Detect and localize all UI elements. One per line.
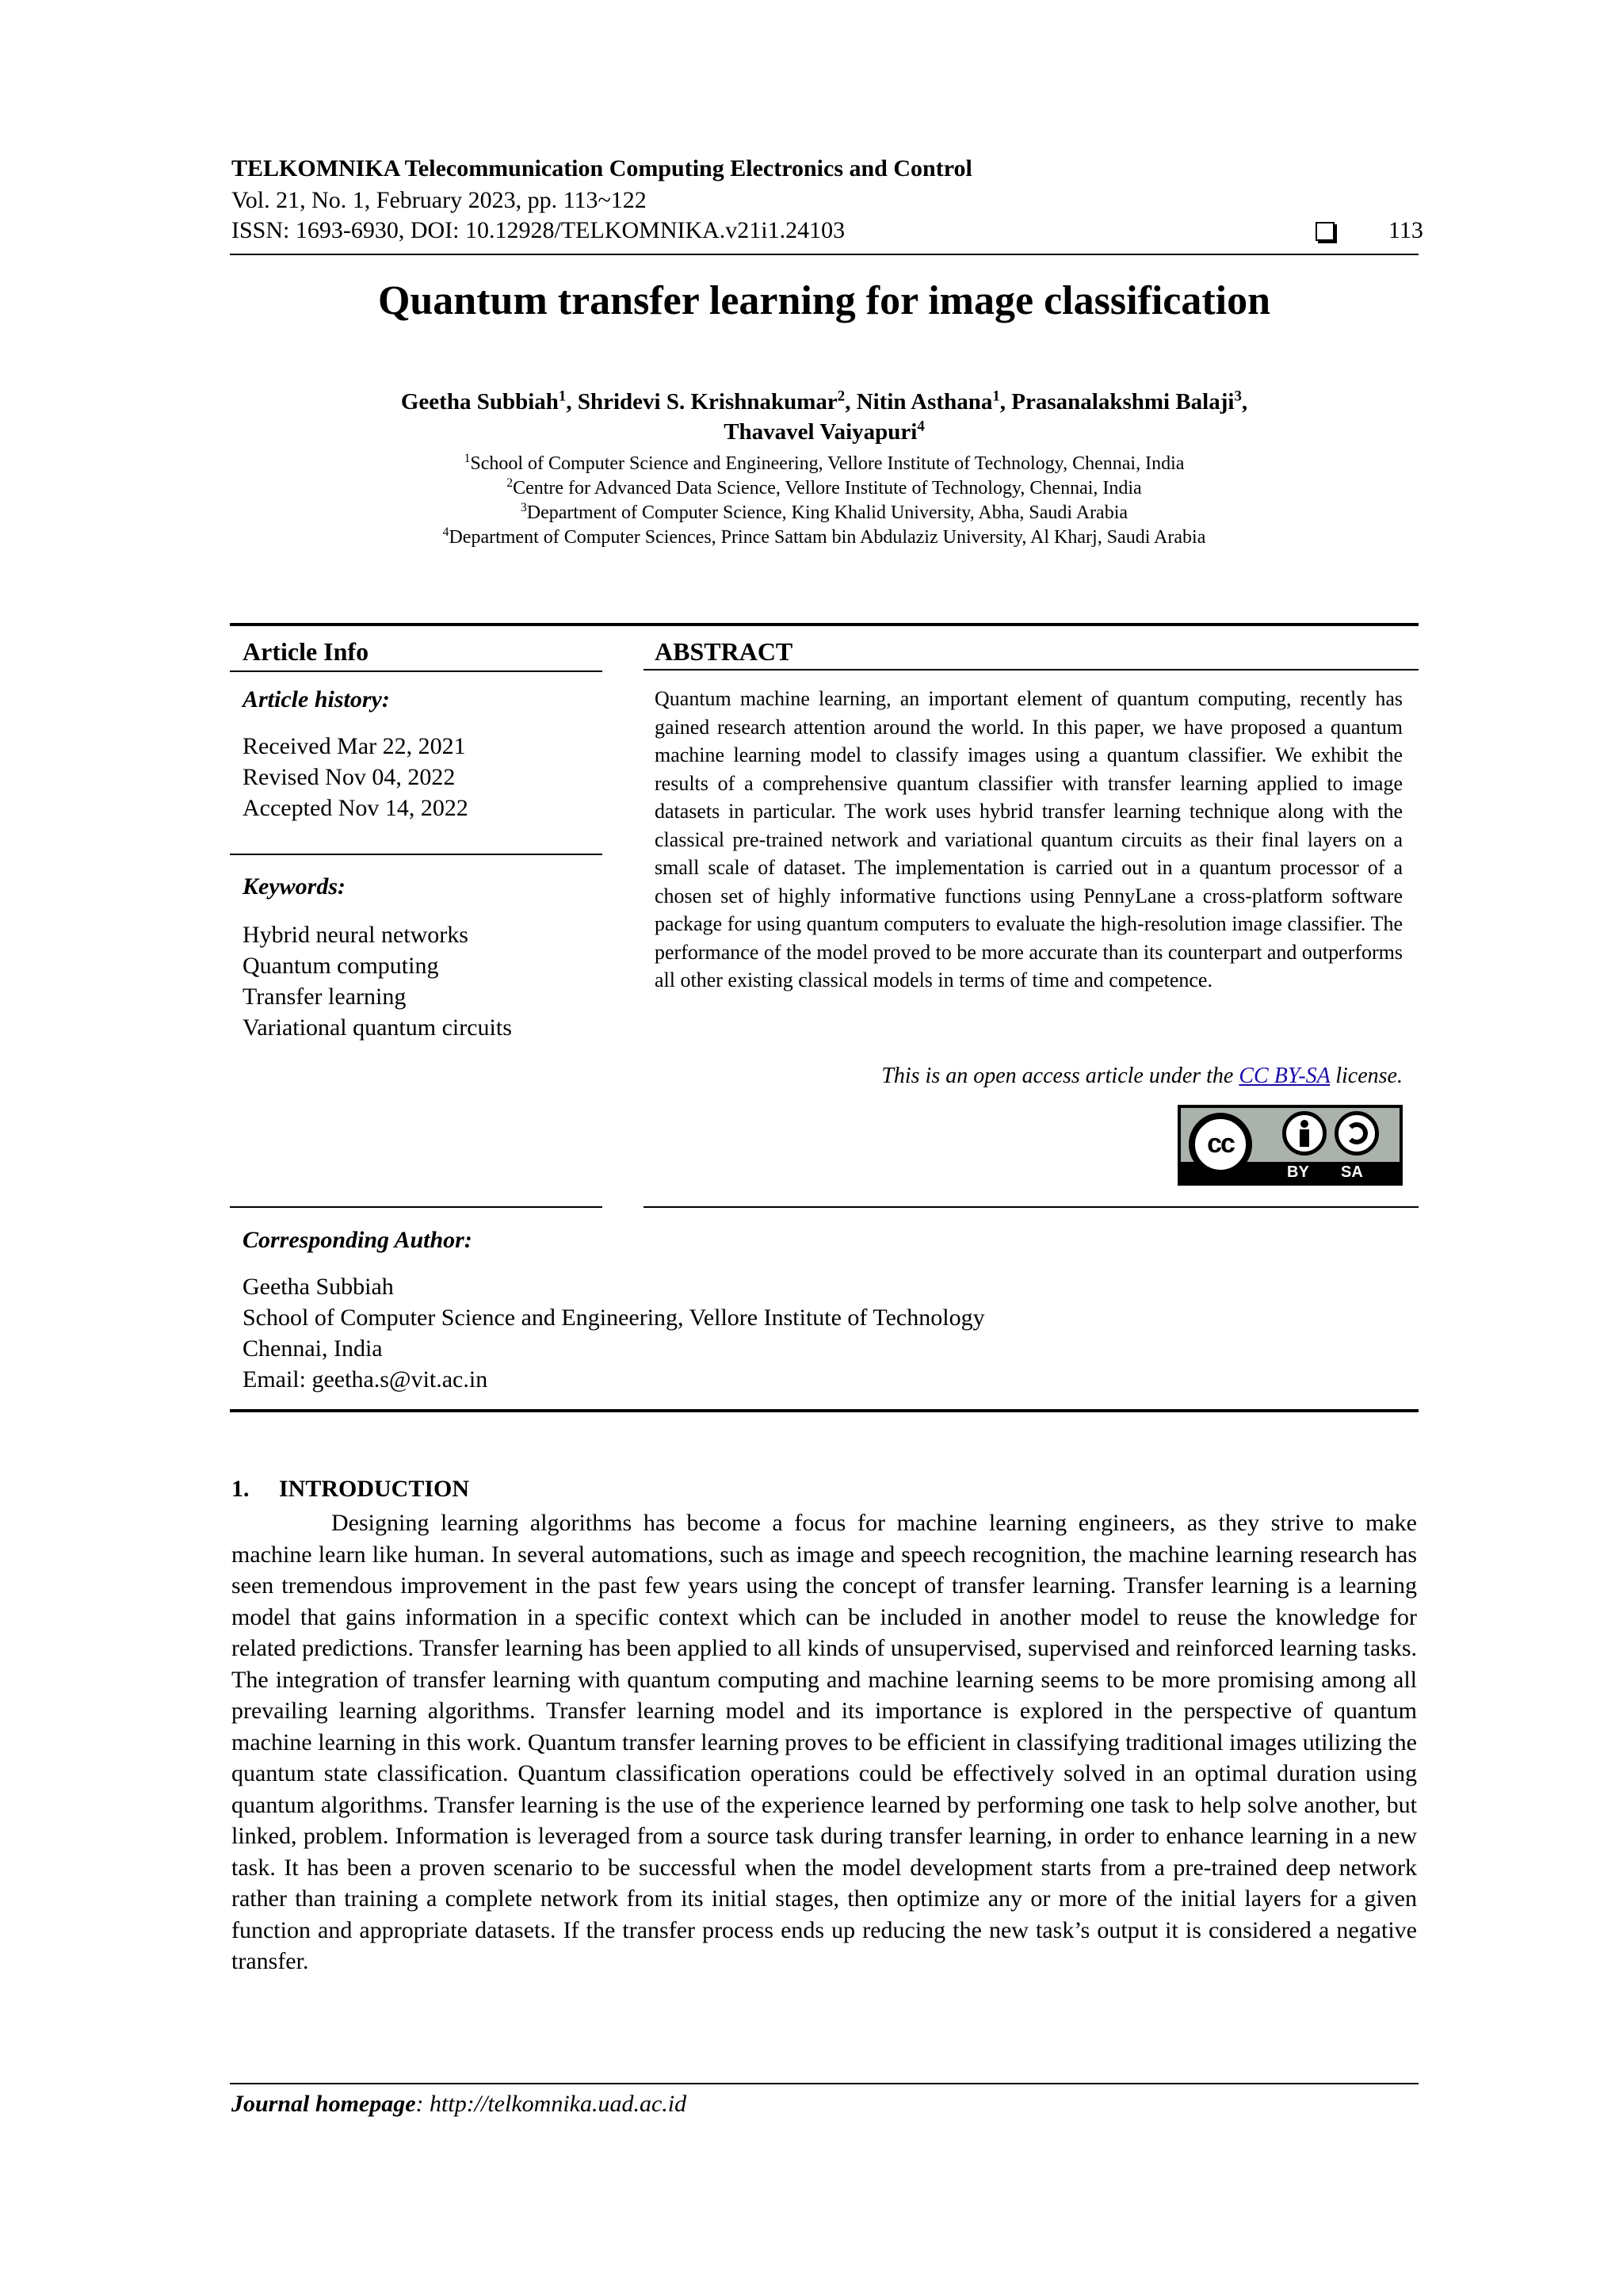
author-name: Shridevi S. Krishnakumar <box>577 389 838 415</box>
author-affiliation-mark: 4 <box>917 418 925 435</box>
received-date: Received Mar 22, 2021 <box>242 733 466 759</box>
attribution-icon <box>1282 1111 1327 1156</box>
abstract-heading: ABSTRACT <box>655 637 793 666</box>
keywords-heading: Keywords: <box>242 873 346 900</box>
badge-by-label: BY <box>1287 1163 1309 1181</box>
author-affiliation-mark: 1 <box>558 388 567 405</box>
author-affiliation-mark: 2 <box>837 388 846 405</box>
affiliation-mark: 4 <box>442 525 449 539</box>
affiliation-mark: 3 <box>520 501 527 514</box>
affiliation-text: Department of Computer Science, King Khalid University, Abha, Saudi Arabia <box>526 502 1128 523</box>
author-list: Geetha Subbiah$^1$, Shridevi S. Krishnakumar$^2$, Nitin Asthana$^1$, Prasanalakshmi Balaji$^3$, Thavavel Vaiyapuri$^4$ <box>400 388 1248 445</box>
corresponding-name: Geetha Subbiah <box>242 1274 394 1300</box>
corresponding-email: Email: geetha.s@vit.ac.in <box>242 1366 488 1392</box>
affiliation-mark: 2 <box>506 476 514 490</box>
license-suffix: license. <box>1330 1064 1403 1088</box>
introduction-heading: 1. INTRODUCTION <box>231 1476 470 1502</box>
abstract-body: Quantum machine learning, an important element of quantum computing, recently has gained research attention around the world. In this paper, we have proposed a quantum machine learning model to classify images using a quantum classifier. We exhibit the results of a comprehensive quantum classifier with transfer learning applied to image datasets in particular. The work uses hybrid transfer learning technique along with the classical pre-trained network and variational quantum circuits as their final layers on a small scale of dataset. The implementation is carried out in a quantum processor of a chosen set of highly informative functions using PennyLane a cross-platform software package for using quantum computers to evaluate the high-resolution image classifier. The performance of the model proved to be more accurate than its counterpart and outperforms all other existing classical models in terms of time and competence. <box>655 687 1403 991</box>
cc-icon-label: cc <box>1207 1129 1234 1159</box>
homepage-url[interactable]: : http://telkomnika.uad.ac.id <box>415 2091 687 2117</box>
introduction-body: Designing learning algorithms has become a focus for machine learning engineers, as they strive to make machine learn like human. In several automations, such as image and speech recognition, the machine learning research has seen tremendous improvement in the past few years using the concept of transfer learning. Transfer learning is a learning model that gains information in a specific context which can be included in another model to reuse the knowledge for related predictions. Transfer learning has been applied to all kinds of unsupervised, supervised and reinforced learning tasks. The integration of transfer learning with quantum computing and machine learning seems to be more promising among all prevailing learning algorithms. Transfer learning model and its importance is explored in the perspective of quantum machine learning in this work. Quantum transfer learning proves to be efficient in classifying traditional images utilizing the quantum state classification. Quantum classification operations could be effectively solved in an optimal duration using quantum algorithms. Transfer learning is the use of the experience learned by performing one task to help solve another, but linked, problem. Information is leveraged from a source task during transfer learning, in order to enhance learning in a new task. It has been a proven scenario to be successful when the model development starts from a pre-trained deep network rather than training a complete network from its initial stages, then optimize any or more of the initial layers for a given function and appropriate datasets. If the transfer process ends up reducing the new task’s output it is considered a negative transfer. <box>231 1510 1417 1974</box>
square-bullet-icon <box>1316 222 1335 241</box>
page-number: 113 <box>1388 217 1423 243</box>
corresponding-affiliation: School of Computer Science and Engineering, Vellore Institute of Technology <box>242 1305 985 1331</box>
cc-icon <box>1189 1113 1252 1176</box>
affiliation-text: School of Computer Science and Engineering, Vellore Institute of Technology, Chennai, India <box>470 453 1185 474</box>
info-top-rule <box>230 623 1419 626</box>
license-link[interactable]: CC BY-SA <box>1239 1064 1331 1088</box>
share-alike-icon <box>1335 1111 1379 1156</box>
author-name: Geetha Subbiah <box>400 389 559 415</box>
license-prefix: This is an open access article under the <box>881 1064 1239 1088</box>
accepted-date: Accepted Nov 14, 2022 <box>242 795 468 821</box>
journal-homepage <box>231 2091 686 2118</box>
affiliation-line <box>230 501 1419 525</box>
badge-sa-label: SA <box>1341 1163 1363 1181</box>
article-info-heading: Article Info <box>242 637 369 666</box>
journal-name: TELKOMNIKA Telecommunication Computing Electronics and Control <box>231 155 972 181</box>
keyword: Transfer learning <box>242 984 407 1010</box>
corresponding-author-heading: Corresponding Author: <box>242 1227 472 1253</box>
journal-issn: ISSN: 1693-6930, DOI: 10.12928/TELKOMNIKA.v21i1.24103 <box>231 217 846 243</box>
affiliation-list <box>230 452 1419 550</box>
cc-by-sa-badge[interactable] <box>1178 1105 1403 1186</box>
affiliation-text: Department of Computer Sciences, Prince Sattam bin Abdulaziz University, Al Kharj, Saudi Arabia <box>449 527 1206 548</box>
article-info-rule <box>230 670 602 672</box>
affiliation-line <box>230 476 1419 501</box>
keyword: Variational quantum circuits <box>242 1014 512 1041</box>
affiliation-mark: 1 <box>464 452 471 465</box>
author-name: Thavavel Vaiyapuri <box>724 419 918 445</box>
author-affiliation-mark: 1 <box>992 388 1000 405</box>
author-name: Nitin Asthana <box>856 389 993 415</box>
abstract-rule <box>643 669 1419 670</box>
article-history-heading: Article history: <box>242 686 390 712</box>
homepage-label: Journal homepage <box>231 2091 416 2117</box>
author-affiliation-mark: 3 <box>1234 388 1242 405</box>
footer-divider <box>230 2083 1419 2084</box>
affiliation-line <box>230 452 1419 476</box>
journal-volume: Vol. 21, No. 1, February 2023, pp. 113~122 <box>231 187 647 213</box>
keyword: Quantum computing <box>242 953 439 979</box>
author-name: Prasanalakshmi Balaji <box>1011 389 1235 415</box>
info-bottom-rule <box>230 1206 602 1208</box>
keyword: Hybrid neural networks <box>242 922 468 948</box>
keywords-rule <box>230 854 602 855</box>
corresponding-location: Chennai, India <box>242 1335 383 1362</box>
header-divider <box>230 254 1419 255</box>
revised-date: Revised Nov 04, 2022 <box>242 764 456 790</box>
affiliation-text: Centre for Advanced Data Science, Vellore Institute of Technology, Chennai, India <box>513 478 1142 499</box>
license-statement <box>655 1064 1403 1089</box>
info-end-rule <box>230 1409 1419 1412</box>
abstract-bottom-rule <box>643 1206 1419 1208</box>
affiliation-line <box>230 525 1419 550</box>
paper-title: Quantum transfer learning for image classification <box>377 278 1271 323</box>
